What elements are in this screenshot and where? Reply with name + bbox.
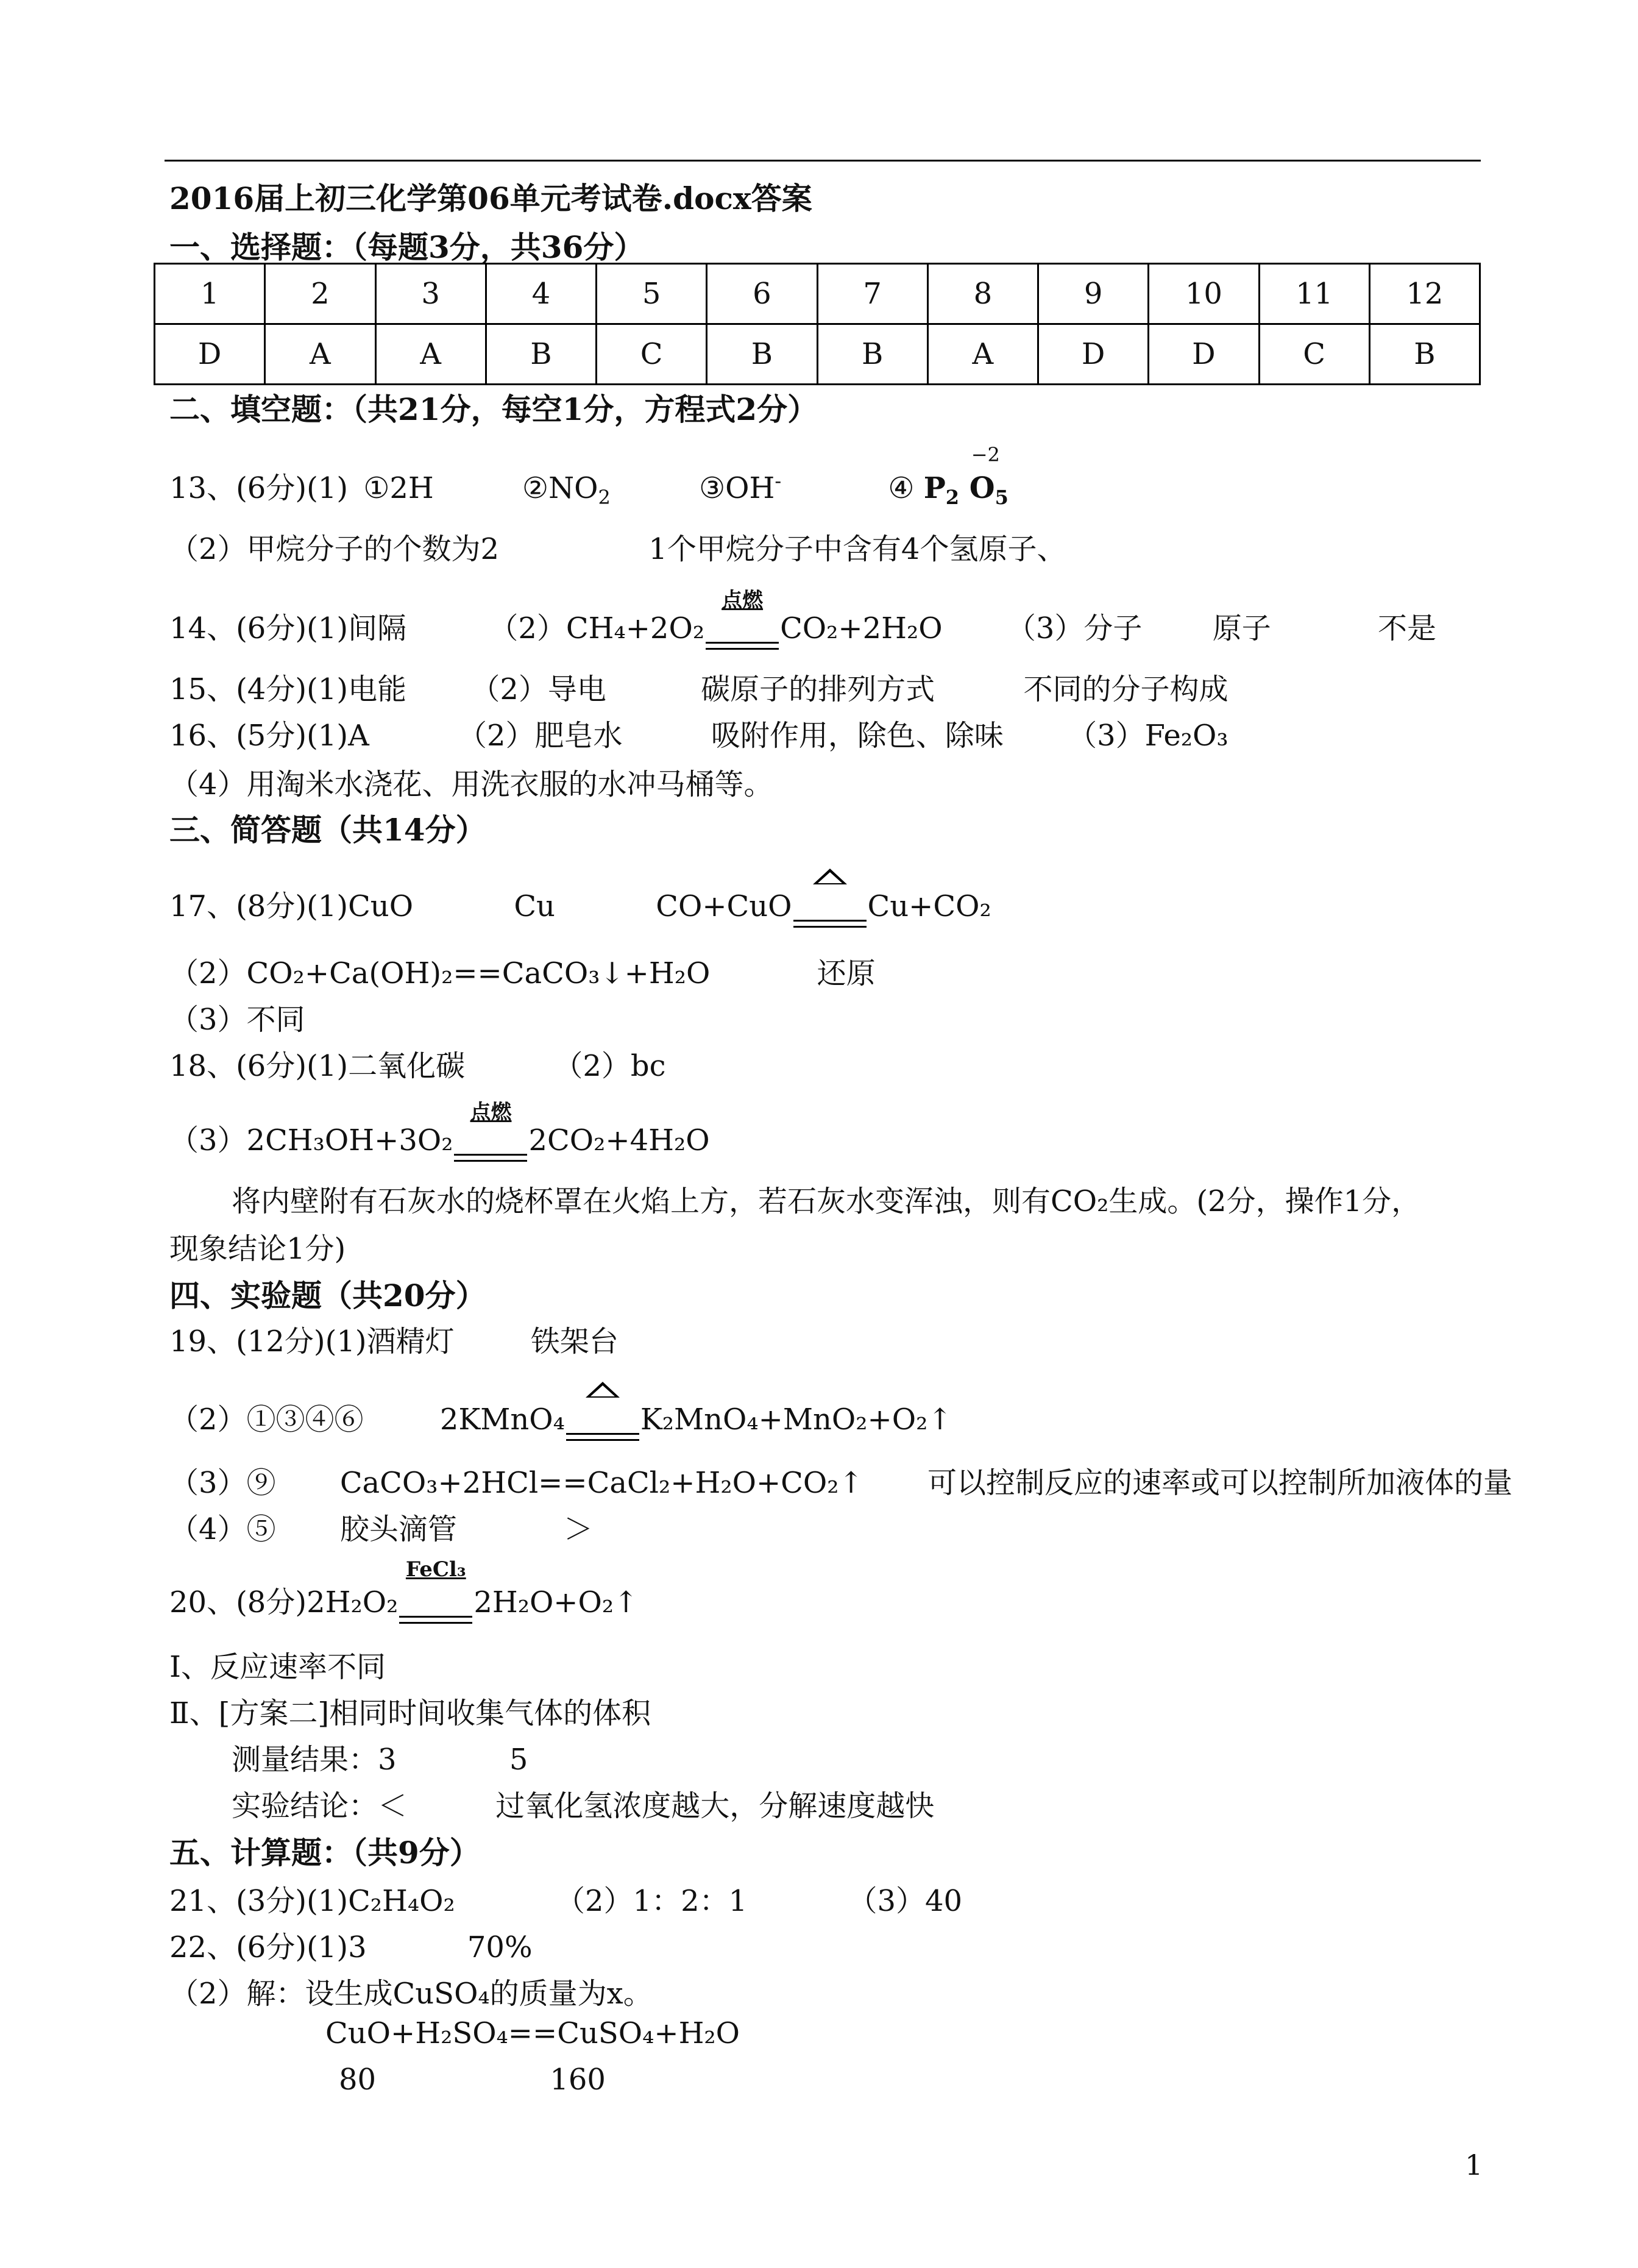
q20-measure-result xyxy=(232,1736,528,1778)
q20-measure-result-a: 测量结果：3 xyxy=(232,1743,397,1777)
q17-line1 xyxy=(169,883,991,928)
q17-equation-left: CO+CuO xyxy=(656,889,792,923)
q17-reaction-condition xyxy=(793,889,867,928)
q13-answer1: ①2H xyxy=(363,471,434,505)
table-cell: B xyxy=(1369,324,1480,385)
q17-line3: （3）不同 xyxy=(169,1003,305,1037)
q16-label: 16、(5分)(1)A xyxy=(169,719,369,753)
q16-line2: （4）用淘米水浇花、用洗衣服的水冲马桶等。 xyxy=(169,767,773,802)
q14-line xyxy=(169,588,1436,650)
q18-answer2: （2）bc xyxy=(553,1049,666,1083)
section-fill-heading: 二、填空题：（共21分，每空1分，方程式2分） xyxy=(169,391,818,427)
q16-line1 xyxy=(169,712,1228,754)
q13-part2b: 1个甲烷分子中含有4个氢原子、 xyxy=(648,532,1066,566)
q14-label: 14、(6分)(1)间隔 xyxy=(169,611,407,645)
q20-line1 xyxy=(169,1557,639,1624)
valence-label: −2 xyxy=(971,443,1000,466)
table-cell: B xyxy=(486,324,596,385)
q16-answer4: （3）Fe₂O₃ xyxy=(1068,719,1228,753)
q14-answer4: 原子 xyxy=(1212,611,1271,645)
q22-line1 xyxy=(169,1924,533,1966)
q15-answer2: （2）导电 xyxy=(470,672,606,706)
q22-mass-row xyxy=(339,2063,606,2097)
q19-line4 xyxy=(169,1505,593,1548)
table-cell: 9 xyxy=(1038,264,1149,324)
q13-line2 xyxy=(169,525,1066,567)
table-cell: A xyxy=(927,324,1038,385)
q13-answer3: ③OH- xyxy=(699,469,782,505)
q15-label: 15、(4分)(1)电能 xyxy=(169,672,407,706)
table-cell: 10 xyxy=(1149,264,1259,324)
q22-line2: （2）解：设生成CuSO₄的质量为x。 xyxy=(169,1977,653,2011)
q18-line1 xyxy=(169,1042,666,1084)
q20-reaction-condition: FeCl₃ xyxy=(399,1585,472,1624)
q18-equation-left: （3）2CH₃OH+3O₂ xyxy=(169,1123,453,1157)
table-cell: C xyxy=(597,324,707,385)
q14-answer5: 不是 xyxy=(1377,611,1436,645)
q14-equation-left: （2）CH₄+2O₂ xyxy=(489,611,705,645)
q15-line xyxy=(169,666,1228,708)
q19-part3-reason: 可以控制反应的速率或可以控制所加液体的量 xyxy=(927,1466,1512,1500)
table-cell: 4 xyxy=(486,264,596,324)
choice-answer-table xyxy=(154,263,1481,385)
q19-reaction-condition xyxy=(566,1402,639,1441)
q22-answer2: 70% xyxy=(467,1930,533,1964)
q13-part2a: （2）甲烷分子的个数为2 xyxy=(169,532,500,566)
table-cell: B xyxy=(707,324,817,385)
section-choice-heading: 一、选择题：（每题3分，共36分） xyxy=(169,229,645,265)
page-number: 1 xyxy=(1465,2149,1483,2181)
q20-label: 20、(8分)2H₂O₂ xyxy=(169,1585,399,1619)
header-rule xyxy=(165,160,1481,162)
table-row-numbers xyxy=(155,264,1480,324)
q21-label: 21、(3分)(1)C₂H₄O₂ xyxy=(169,1884,455,1918)
q19-equation-left: 2KMnO₄ xyxy=(439,1402,565,1437)
table-cell: 3 xyxy=(375,264,486,324)
q13-line1 xyxy=(169,443,1009,509)
q18-paragraph-line1: 将内壁附有石灰水的烧杯罩在火焰上方，若石灰水变浑浊，则有CO₂生成。(2分，操作1分， xyxy=(232,1184,1421,1218)
table-cell: 7 xyxy=(817,264,927,324)
q22-mass2: 160 xyxy=(550,2063,606,2097)
q20-part1: Ⅰ、反应速率不同 xyxy=(169,1650,386,1684)
q21-line xyxy=(169,1877,962,1919)
table-cell: 11 xyxy=(1259,264,1369,324)
table-cell: A xyxy=(375,324,486,385)
q16-answer2: （2）肥皂水 xyxy=(458,719,623,753)
q19-equation-right: K₂MnO₄+MnO₂+O₂↑ xyxy=(640,1402,952,1437)
q13-label: 13、(6分)(1) xyxy=(169,471,349,505)
q19-part4-compare: ＞ xyxy=(564,1512,594,1546)
q18-paragraph-line2: 现象结论1分) xyxy=(169,1232,346,1266)
q19-line2 xyxy=(169,1396,952,1441)
q15-answer3: 碳原子的排列方式 xyxy=(701,672,935,706)
q20-conclusion-b: 过氧化氢浓度越大，分解速度越快 xyxy=(495,1789,935,1823)
q19-part3: （3）⑨ xyxy=(169,1466,276,1500)
q19-equation2: CaCO₃+2HCl==CaCl₂+H₂O+CO₂↑ xyxy=(339,1466,863,1500)
q19-line3 xyxy=(169,1459,1512,1501)
q16-answer3: 吸附作用，除色、除味 xyxy=(711,719,1004,753)
table-cell: C xyxy=(1259,324,1369,385)
q22-equation: CuO+H₂SO₄==CuSO₄+H₂O xyxy=(325,2016,740,2050)
q20-equation-right: 2H₂O+O₂↑ xyxy=(473,1585,639,1619)
q17-equation-right: Cu+CO₂ xyxy=(867,889,991,923)
q20-part2: Ⅱ、[方案二]相同时间收集气体的体积 xyxy=(169,1696,651,1730)
q18-line2 xyxy=(169,1100,710,1162)
section-experiment-heading: 四、实验题（共20分） xyxy=(169,1278,486,1314)
q22-label: 22、(6分)(1)3 xyxy=(169,1930,367,1964)
q22-mass1: 80 xyxy=(339,2063,377,2097)
q18-reaction-condition: 点燃 xyxy=(454,1123,527,1162)
heat-triangle-icon xyxy=(813,869,847,884)
q13-answer2: $②NO_2$ xyxy=(522,471,611,509)
q17-label: 17、(8分)(1)CuO xyxy=(169,889,414,923)
table-cell: D xyxy=(1149,324,1259,385)
q20-conclusion-a: 实验结论：＜ xyxy=(232,1789,408,1823)
table-row-answers xyxy=(155,324,1480,385)
q19-label: 19、(12分)(1)酒精灯 xyxy=(169,1324,455,1359)
table-cell: 2 xyxy=(265,264,375,324)
q19-line1 xyxy=(169,1318,619,1360)
q17-answer-reduction: 还原 xyxy=(817,956,876,990)
q19-part2: （2）①③④⑥ xyxy=(169,1402,364,1437)
section-short-answer-heading: 三、简答题（共14分） xyxy=(169,812,486,848)
q21-answer3: （3）40 xyxy=(848,1884,963,1918)
q20-conclusion xyxy=(232,1782,934,1824)
document-title: 2016届上初三化学第06单元考试卷.docx答案 xyxy=(169,180,812,216)
q13-answer4-formula: $P_2$ $O_5$ −2 xyxy=(923,443,1009,509)
table-cell: 6 xyxy=(707,264,817,324)
q14-reaction-condition: 点燃 xyxy=(706,611,779,650)
q18-equation-right: 2CO₂+4H₂O xyxy=(528,1123,710,1157)
q21-answer2: （2）1：2：1 xyxy=(556,1884,748,1918)
q19-answer2: 铁架台 xyxy=(530,1324,619,1359)
q20-measure-result-b: 5 xyxy=(509,1743,528,1777)
q14-answer3: （3）分子 xyxy=(1006,611,1143,645)
q19-part4: （4）⑤ xyxy=(169,1512,276,1546)
q14-equation-right: CO₂+2H₂O xyxy=(780,611,943,645)
table-cell: D xyxy=(155,324,265,385)
table-cell: 12 xyxy=(1369,264,1480,324)
q15-answer4: 不同的分子构成 xyxy=(1023,672,1228,706)
table-cell: A xyxy=(265,324,375,385)
table-cell: 1 xyxy=(155,264,265,324)
q18-label: 18、(6分)(1)二氧化碳 xyxy=(169,1049,466,1083)
q13-answer4-mark: ④ xyxy=(888,471,915,505)
q17-equation2: （2）CO₂+Ca(OH)₂==CaCO₃↓+H₂O xyxy=(169,956,711,990)
section-calculation-heading: 五、计算题：（共9分） xyxy=(169,1835,480,1871)
q17-answer2: Cu xyxy=(514,889,555,923)
table-cell: 8 xyxy=(927,264,1038,324)
heat-triangle-icon xyxy=(586,1382,620,1398)
table-cell: D xyxy=(1038,324,1149,385)
table-cell: B xyxy=(817,324,927,385)
q19-part4-dropper: 胶头滴管 xyxy=(339,1512,457,1546)
table-cell: 5 xyxy=(597,264,707,324)
q17-line2 xyxy=(169,950,876,992)
